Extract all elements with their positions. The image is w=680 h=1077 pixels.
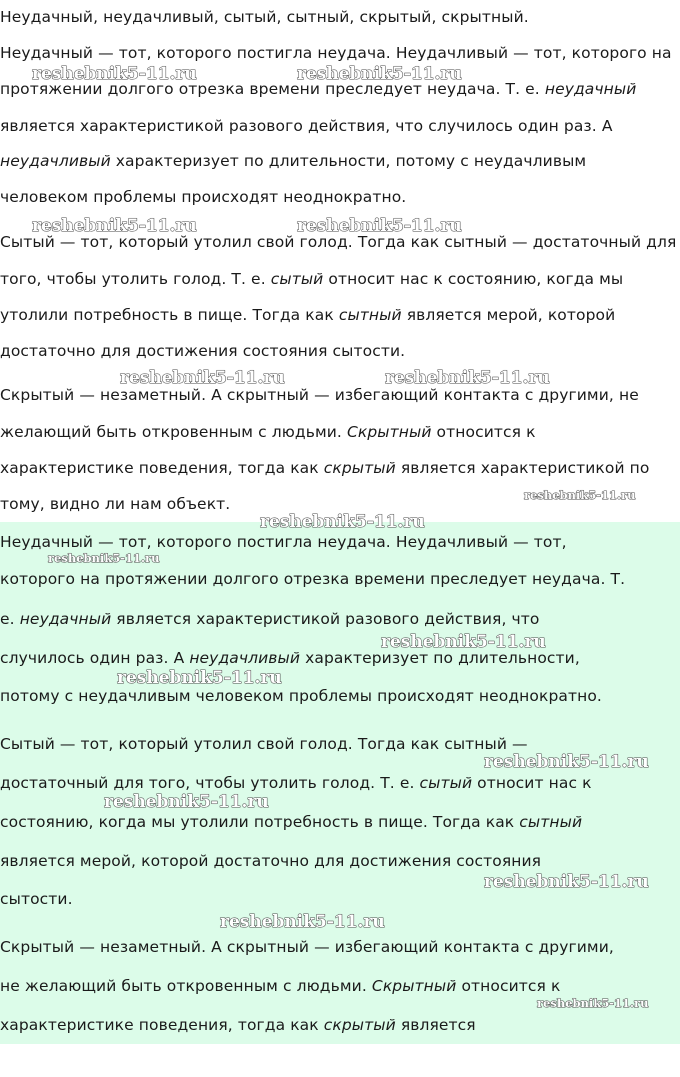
emphasized-word: неудачливый: [189, 649, 301, 667]
watermark: reshebnik5-11.ru: [48, 551, 160, 565]
emphasized-word: сытый: [419, 774, 473, 792]
text-run: относится к: [431, 423, 536, 441]
text-run: Неудачный — тот, которого постигла неудача. Неудачливый — тот, которого на: [0, 44, 672, 62]
watermark: reshebnik5-11.ru: [484, 872, 649, 892]
watermark: reshebnik5-11.ru: [32, 64, 197, 84]
watermark: reshebnik5-11.ru: [32, 216, 197, 236]
watermark: reshebnik5-11.ru: [524, 488, 636, 502]
watermark: reshebnik5-11.ru: [385, 368, 550, 388]
text-run: относит нас к: [472, 774, 592, 792]
emphasized-word: скрытый: [323, 1016, 396, 1034]
text-run: достаточно для достижения состояния сытости.: [0, 342, 406, 360]
text-run: потому с неудачливым человеком проблемы происходят неоднократно.: [0, 687, 602, 705]
text-run: протяжении долгого отрезка времени преследует неудача. Т. е.: [0, 80, 545, 98]
text-run: Сытый — тот, который утолил свой голод. Тогда как сытный — достаточный для: [0, 233, 677, 251]
text-run: случилось один раз. А: [0, 649, 190, 667]
emphasized-word: неудачный: [19, 610, 112, 628]
text-run: характеризует по длительности, потому с неудачливым: [110, 152, 587, 170]
text-run: характеризует по длительности,: [300, 649, 580, 667]
text-run: является мерой, которой: [401, 306, 616, 324]
text-run: е.: [0, 610, 20, 628]
text-run: относится к: [456, 977, 561, 995]
text-run: Сытый — тот, который утолил свой голод. Тогда как сытный —: [0, 735, 528, 753]
watermark: reshebnik5-11.ru: [104, 792, 269, 812]
watermark: reshebnik5-11.ru: [297, 64, 462, 84]
text-run: которого на протяжении долгого отрезка времени преследует неудача. Т.: [0, 570, 626, 588]
text-run: того, чтобы утолить голод. Т. е.: [0, 270, 271, 288]
watermark: reshebnik5-11.ru: [484, 752, 649, 772]
text-run: относит нас к состоянию, когда мы: [323, 270, 624, 288]
text-run: Скрытый — незаметный. А скрытный — избегающий контакта с другими,: [0, 938, 614, 956]
text-run: не желающий быть откровенным с людьми.: [0, 977, 372, 995]
text-run: достаточный для того, чтобы утолить голод. Т. е.: [0, 774, 420, 792]
watermark: reshebnik5-11.ru: [117, 668, 282, 688]
text-run: является характеристикой разового действия, что случилось один раз. А: [0, 117, 613, 135]
watermark: reshebnik5-11.ru: [120, 368, 285, 388]
text-run: является характеристикой разового действия, что: [111, 610, 540, 628]
text-run: является мерой, которой достаточно для достижения состояния: [0, 852, 542, 870]
watermark: reshebnik5-11.ru: [220, 912, 385, 932]
text-run: состоянию, когда мы утолили потребность в пище. Тогда как: [0, 813, 520, 831]
emphasized-word: неудачливый: [0, 152, 111, 170]
watermark: reshebnik5-11.ru: [537, 996, 649, 1010]
emphasized-word: сытный: [519, 813, 583, 831]
text-run: сытости.: [0, 890, 73, 908]
emphasized-word: сытый: [270, 270, 324, 288]
text-run: является: [395, 1016, 476, 1034]
text-run: тому, видно ли нам объект.: [0, 495, 231, 513]
text-run: утолили потребность в пище. Тогда как: [0, 306, 339, 324]
watermark: reshebnik5-11.ru: [381, 632, 546, 652]
text-run: Неудачный — тот, которого постигла неудача. Неудачливый — тот,: [0, 533, 567, 551]
emphasized-word: Скрытный: [371, 977, 457, 995]
text-run: желающий быть откровенным с людьми.: [0, 423, 347, 441]
text-run: является характеристикой по: [395, 459, 650, 477]
emphasized-word: неудачный: [544, 80, 637, 98]
watermark: reshebnik5-11.ru: [297, 216, 462, 236]
text-run: Скрытый — незаметный. А скрытный — избегающий контакта с другими, не: [0, 386, 639, 404]
text-run: характеристике поведения, тогда как: [0, 1016, 324, 1034]
watermark: reshebnik5-11.ru: [260, 512, 425, 532]
emphasized-word: скрытый: [323, 459, 396, 477]
emphasized-word: Скрытный: [346, 423, 432, 441]
text-run: характеристике поведения, тогда как: [0, 459, 324, 477]
text-run: человеком проблемы происходят неоднократно.: [0, 188, 407, 206]
emphasized-word: сытный: [338, 306, 402, 324]
